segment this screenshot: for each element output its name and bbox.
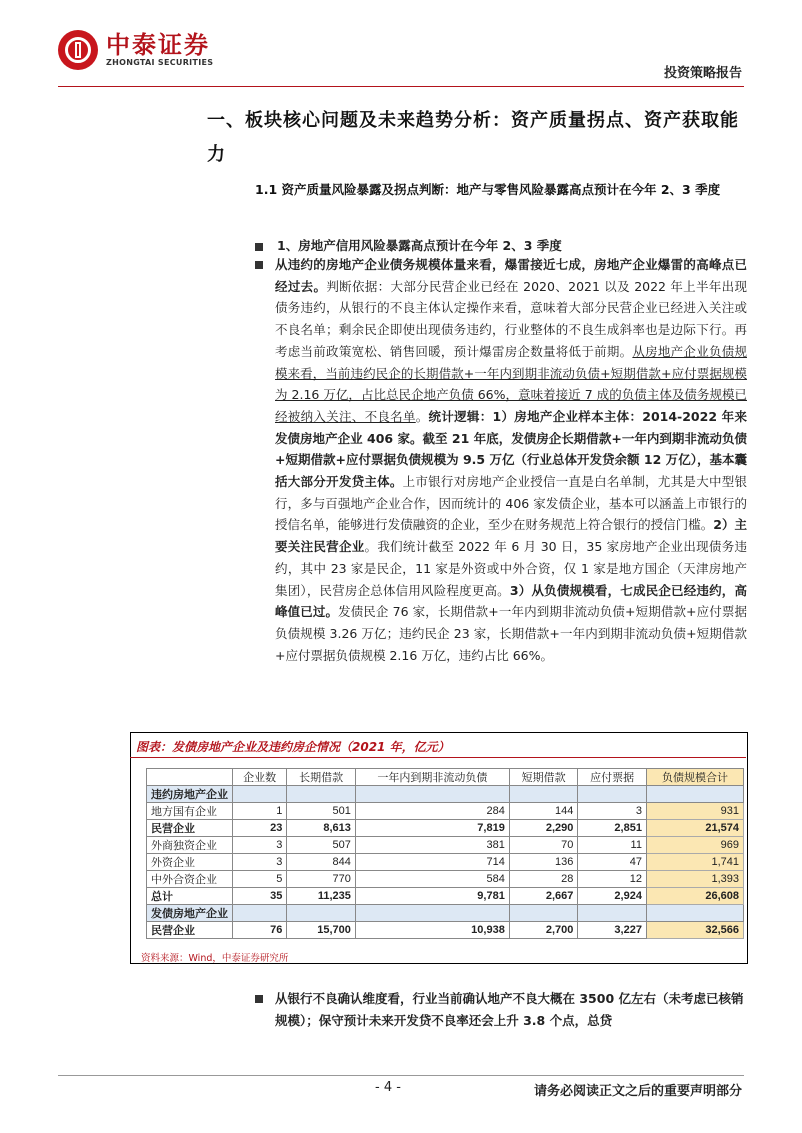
sub-title: 1.1 资产质量风险暴露及拐点判断：地产与零售风险暴露高点预计在今年 2、3 季度 [255, 182, 721, 197]
cell: 2,924 [578, 888, 647, 905]
cell: 8,613 [287, 820, 356, 837]
cell: 144 [509, 803, 578, 820]
cell: 2,667 [509, 888, 578, 905]
para-s2: 判断依据：大部分民营企业已经在 2020、2021 以及 2022 年上半年出现债务违约，从银行的不良主体认定操作来看，意味着大部分民营企业已经进入关注或不良名单；剩余民企即使出现债务违约，行业整体的不良生成斜率也是边际下行。再考虑当前政策宽松、销售回暖，预计爆雷房企数量将低于前期。 [275, 278, 747, 359]
company-logo [58, 30, 213, 70]
col-header: 短期借款 [509, 769, 578, 786]
cell: 28 [509, 871, 578, 888]
figure-title: 图表：发债房地产企业及违约房企情况（2021 年，亿元） [136, 740, 450, 754]
section-title: 一、板块核心问题及未来趋势分析：资产质量拐点、资产获取能力 [207, 110, 739, 165]
group-label: 发债房地产企业 [147, 905, 233, 922]
cell: 136 [509, 854, 578, 871]
bullet-1-text: 1、房地产信用风险暴露高点预计在今年 2、3 季度 [277, 238, 562, 253]
cell: 2,851 [578, 820, 647, 837]
table-row [147, 803, 744, 820]
cell: 507 [287, 837, 356, 854]
col-header [147, 769, 233, 786]
cell: 47 [578, 854, 647, 871]
para-s3: 从房地产企业负债规模来看，当前违约民企的长期借款+一年内到期非流动负债+短期借款+应付票据规模为 2.16 万亿，占比总民企地产负债 66%，意味着接近 7 成的负债主体及债务规模已经被纳入关注、不良名单 [275, 343, 747, 424]
cell-total: 931 [646, 803, 743, 820]
group-label: 违约房地产企业 [147, 786, 233, 803]
para-s4: 统计逻辑：1）房地产企业样本主体：2014-2022 年来发债房地产企业 406 家。截至 21 年底，发债房企长期借款+一年内到期非流动负债+短期借款+应付票据负债规模为 9.5 万亿（行业总体开发贷余额 12 万亿），基本囊括大部分开发贷主体。 [275, 408, 747, 490]
cell: 23 [233, 820, 287, 837]
cell: 5 [233, 871, 287, 888]
row-name: 地方国有企业 [147, 803, 233, 820]
cell: 2,700 [509, 922, 578, 939]
cell: 584 [355, 871, 509, 888]
row-name: 总计 [147, 888, 233, 905]
bullet-2-text: 从银行不良确认维度看，行业当前确认地产不良大概在 3500 亿左右（未考虑已核销规模）；保守预计未来开发贷不良率还会上升 3.8 个点，总贷 [275, 991, 744, 1028]
cell-total: 969 [646, 837, 743, 854]
body-paragraph [275, 254, 747, 666]
group-row [147, 786, 744, 803]
data-table [146, 768, 744, 939]
cell: 3,227 [578, 922, 647, 939]
cell: 10,938 [355, 922, 509, 939]
col-header: 一年内到期非流动负债 [355, 769, 509, 786]
cell: 76 [233, 922, 287, 939]
report-type: 投资策略报告 [663, 66, 742, 81]
bullet-1 [255, 236, 562, 254]
cell-total: 1,393 [646, 871, 743, 888]
para-s9: 发债民企 76 家，长期借款+一年内到期非流动负债+短期借款+应付票据负债规模 3.26 万亿；违约民企 23 家，长期借款+一年内到期非流动负债+短期借款+应付票据负债规模 2.16 万亿，违约占比 66%。 [275, 604, 747, 663]
cell: 2,290 [509, 820, 578, 837]
para-s1: 从违约的房地产企业债务规模体量来看，爆雷接近七成，房地产企业爆雷的高峰点已经过去。 [275, 257, 747, 294]
row-name: 中外合资企业 [147, 871, 233, 888]
row-name: 外资企业 [147, 854, 233, 871]
footer-divider [58, 1075, 744, 1076]
logo-en-text: ZHONGTAI SECURITIES [106, 58, 214, 67]
cell: 3 [233, 854, 287, 871]
para-s3-end: 。 [415, 408, 429, 424]
row-name: 民营企业 [147, 922, 233, 939]
cell: 501 [287, 803, 356, 820]
cell: 11 [578, 837, 647, 854]
header-divider [58, 86, 744, 87]
cell: 284 [355, 803, 509, 820]
para-s7: 。我们统计截至 2022 年 6 月 30 日，35 家房地产企业出现债务违约，其中 23 家是民企，11 家是外资或中外合资，仅 1 家是地方国企（天津房地产集团），民营房企总体信用风险程度更高。 [275, 539, 747, 598]
cell: 9,781 [355, 888, 509, 905]
para-s5: 上市银行对房地产企业授信一直是白名单制，尤其是大中型银行，多与百强地产企业合作，因而统计的 406 家发债企业，基本可以涵盖上市银行的授信名单，能够进行发债融资的企业，至少在财务规范上符合银行的授信门槛。 [275, 474, 747, 533]
table-header-row [147, 769, 744, 786]
figure-title-divider [130, 757, 746, 758]
bullet-square-icon [255, 261, 263, 269]
cell: 12 [578, 871, 647, 888]
col-header: 长期借款 [287, 769, 356, 786]
cell: 1 [233, 803, 287, 820]
cell: 3 [578, 803, 647, 820]
cell: 70 [509, 837, 578, 854]
col-header: 应付票据 [578, 769, 647, 786]
para-s8: 3）从负债规模看，七成民企已经违约，高峰值已过。 [275, 582, 747, 620]
cell: 381 [355, 837, 509, 854]
cell: 770 [287, 871, 356, 888]
cell: 35 [233, 888, 287, 905]
figure-source: 资料来源：Wind，中泰证券研究所 [141, 953, 289, 964]
cell: 11,235 [287, 888, 356, 905]
cell-total: 1,741 [646, 854, 743, 871]
col-header: 企业数 [233, 769, 287, 786]
table-row [147, 820, 744, 837]
cell: 3 [233, 837, 287, 854]
bullet-square-icon [255, 243, 263, 251]
table-row [147, 854, 744, 871]
cell-total: 21,574 [646, 820, 743, 837]
table-row [147, 922, 744, 939]
para-s6: 2）主要关注民营企业 [275, 517, 747, 555]
col-header: 负债规模合计 [646, 769, 743, 786]
cell: 844 [287, 854, 356, 871]
table-row [147, 871, 744, 888]
page-number: - 4 - [375, 1080, 401, 1095]
table-row [147, 888, 744, 905]
footer-disclaimer: 请务必阅读正文之后的重要声明部分 [533, 1084, 742, 1099]
cell: 714 [355, 854, 509, 871]
cell-total: 26,608 [646, 888, 743, 905]
group-row [147, 905, 744, 922]
logo-mark-icon [58, 30, 98, 70]
cell: 15,700 [287, 922, 356, 939]
logo-cn-text: 中泰证券 [106, 31, 210, 59]
bullet-2 [275, 988, 747, 1032]
row-name: 外商独资企业 [147, 837, 233, 854]
cell-total: 32,566 [646, 922, 743, 939]
bullet-square-icon [255, 995, 263, 1003]
table-row [147, 837, 744, 854]
row-name: 民营企业 [147, 820, 233, 837]
cell: 7,819 [355, 820, 509, 837]
